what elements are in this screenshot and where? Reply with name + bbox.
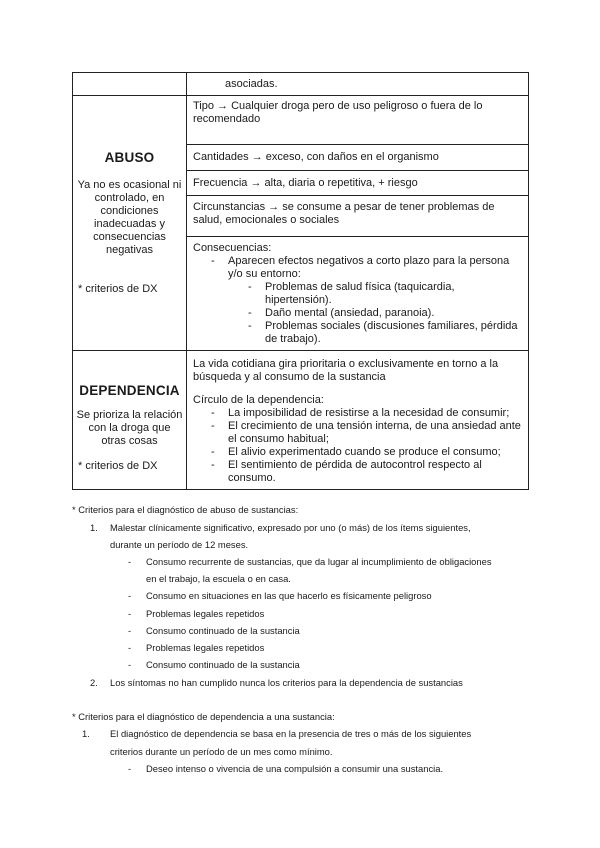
- consecuencias-list: [193, 255, 522, 346]
- dash-bullet: -: [128, 625, 132, 636]
- circulo-list: [193, 407, 522, 485]
- abuso-consecuencias-cell: [187, 237, 529, 351]
- dash-bullet: -: [128, 556, 132, 567]
- dependencia-content-cell: [187, 351, 529, 490]
- abuso-circunstancias-cell: [187, 196, 529, 237]
- list-item: - La imposibilidad de resistirse a la necesidad de consumir;: [228, 407, 522, 420]
- table-row: [73, 96, 529, 145]
- circulo-label: Círculo de la dependencia:: [193, 394, 324, 406]
- abuso-circunstancias-text: Circunstancias → se consume a pesar de tener problemas de salud, emocionales o sociales: [193, 201, 495, 226]
- dependencia-criterion-1-line2: criterios durante un período de un mes como mínimo.: [110, 746, 333, 757]
- dependencia-criteria-ref: * criterios de DX: [78, 460, 158, 472]
- dash-bullet: -: [128, 590, 132, 601]
- abuso-criteria-ref: * criterios de DX: [78, 283, 158, 295]
- list-item: Consumo continuado de la sustancia: [146, 625, 300, 636]
- list-item: Consumo en situaciones en las que hacerlo es físicamente peligroso: [146, 590, 432, 601]
- abuso-frecuencia-cell: [187, 171, 529, 196]
- abuso-title: ABUSO: [104, 150, 155, 165]
- list-item: - El sentimiento de pérdida de autocontrol respecto al consumo.: [228, 459, 522, 485]
- dependencia-criteria-header: * Criterios para el diagnóstico de dependencia a una sustancia:: [72, 711, 335, 722]
- list-item: Problemas legales repetidos: [146, 608, 265, 619]
- dependencia-description: Se prioriza la relación con la droga que otras cosas: [76, 409, 183, 447]
- list-number: 1.: [90, 522, 98, 533]
- list-item: Consumo recurrente de sustancias, que da lugar al incumplimiento de obligaciones: [146, 556, 492, 567]
- list-item: Consumo continuado de la sustancia: [146, 659, 300, 670]
- abuso-criterion-1-line2: durante un período de 12 meses.: [110, 539, 249, 550]
- list-item: en el trabajo, la escuela o en casa.: [146, 573, 291, 584]
- list-number: 1.: [82, 728, 90, 739]
- list-item: - Problemas de salud física (taquicardia, hipertensión).: [265, 281, 522, 307]
- list-item: Problemas legales repetidos: [146, 642, 265, 653]
- empty-left-cell: [73, 73, 187, 96]
- dependencia-intro: La vida cotidiana gira prioritaria o exclusivamente en torno a la búsqueda y al consumo de la sustancia: [193, 358, 499, 383]
- dash-bullet: -: [128, 763, 132, 774]
- consecuencias-main: Aparecen efectos negativos a corto plazo para la persona y/o su entorno:: [228, 255, 510, 280]
- list-item: [228, 255, 522, 346]
- abuso-tipo-cell: [187, 96, 529, 145]
- dependencia-title: DEPENDENCIA: [79, 383, 180, 398]
- abuso-criterion-1-line1: Malestar clínicamente significativo, expresado por uno (o más) de los ítems siguientes,: [110, 522, 471, 533]
- abuso-criterion-2: Los síntomas no han cumplido nunca los criterios para la dependencia de sustancias: [110, 677, 463, 688]
- abuso-cantidades-text: Cantidades → exceso, con daños en el organismo: [193, 151, 439, 163]
- dependencia-label-cell: [73, 351, 187, 490]
- comparison-table: [72, 72, 529, 490]
- list-item: - El alivio experimentado cuando se produce el consumo;: [228, 446, 522, 459]
- abuso-tipo-text: Tipo → Cualquier droga pero de uso peligroso o fuera de lo recomendado: [193, 100, 483, 125]
- dash-bullet: -: [128, 659, 132, 670]
- abuso-label-cell: [73, 96, 187, 351]
- abuso-frecuencia-text: Frecuencia → alta, diaria o repetitiva, + riesgo: [193, 177, 418, 189]
- top-continuation-text: asociadas.: [225, 78, 278, 90]
- consecuencias-label: Consecuencias:: [193, 242, 272, 254]
- list-item: - El crecimiento de una tensión interna, de una ansiedad ante el consumo habitual;: [228, 420, 522, 446]
- dependencia-criterion-1-line1: El diagnóstico de dependencia se basa en la presencia de tres o más de los siguientes: [110, 728, 472, 739]
- abuso-description: Ya no es ocasional ni controlado, en condiciones inadecuadas y consecuencias negativas: [77, 179, 182, 256]
- list-item: - Problemas sociales (discusiones familiares, pérdida de trabajo).: [265, 320, 522, 346]
- abuso-criteria-header: * Criterios para el diagnóstico de abuso de sustancias:: [72, 504, 299, 515]
- table-row: [73, 73, 529, 96]
- abuso-cantidades-cell: [187, 145, 529, 171]
- table-row: [73, 351, 529, 490]
- dash-bullet: -: [128, 608, 132, 619]
- dash-bullet: -: [128, 642, 132, 653]
- list-item: Deseo intenso o vivencia de una compulsión a consumir una sustancia.: [146, 763, 444, 774]
- top-continuation-cell: [187, 73, 529, 96]
- consecuencias-sublist: [228, 281, 522, 346]
- list-item: - Daño mental (ansiedad, paranoia).: [265, 307, 522, 320]
- list-number: 2.: [90, 677, 98, 688]
